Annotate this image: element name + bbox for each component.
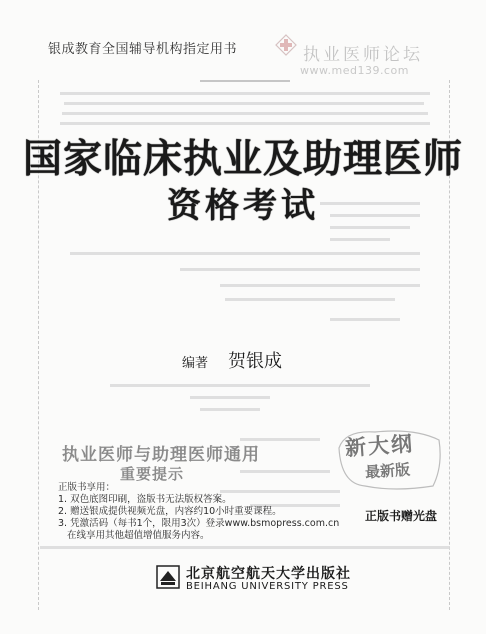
bleed-line [60,92,430,95]
bleed-line [180,268,420,271]
bleed-line [240,470,330,473]
notes-heading: 正版书享用： [58,482,116,493]
series-label: 银成教育全国辅导机构指定用书 [48,42,238,57]
medical-cross-icon [275,34,297,56]
stamp-text-new-syllabus: 新大纲 [344,430,415,461]
bleed-line [225,298,395,301]
book-title-line2: 资格考试 [167,186,319,226]
bleed-line [60,122,430,125]
bleed-line [64,102,424,105]
bleed-line [200,80,290,82]
book-title-line1: 国家临床执业及助理医师 [22,137,463,182]
publisher-logo-icon [156,565,180,589]
author-name: 贺银成 [228,351,282,372]
watermark-site-name: 执业医师论坛 [303,45,423,65]
publisher-name-en: BEIHANG UNIVERSITY PRESS [186,581,349,592]
publisher-name-zh: 北京航空航天大学出版社 [186,566,351,582]
notes-item: 2. 赠送银成提供视频光盘，内容约10小时重要课程。 [58,506,282,517]
bleed-line [330,238,390,241]
cd-gift-label: 正版书赠光盘 [365,509,438,523]
bleed-line [190,396,270,399]
author-label: 编著 [182,356,209,371]
subtitle-line2: 重要提示 [120,465,185,483]
notes-item: 3. 凭激活码（每书1个，限用3次）登录www.bsmopress.com.cn [58,518,340,529]
bleed-line [40,546,450,549]
notes-item: 在线享用其他超值增值服务内容。 [58,530,210,541]
subtitle-line1: 执业医师与助理医师通用 [62,445,260,465]
bleed-line [70,252,420,255]
bleed-line [110,384,370,387]
bleed-line [330,318,400,321]
bleed-line [220,284,420,287]
notes-item: 1. 双色底图印刷，盗版书无法版权答案。 [58,494,232,505]
bleed-line [62,112,428,115]
stamp-text-latest-edition: 最新版 [364,460,411,482]
bleed-line [220,490,340,493]
bleed-line [200,408,260,411]
watermark-site-url: www.med139.com [300,64,409,77]
